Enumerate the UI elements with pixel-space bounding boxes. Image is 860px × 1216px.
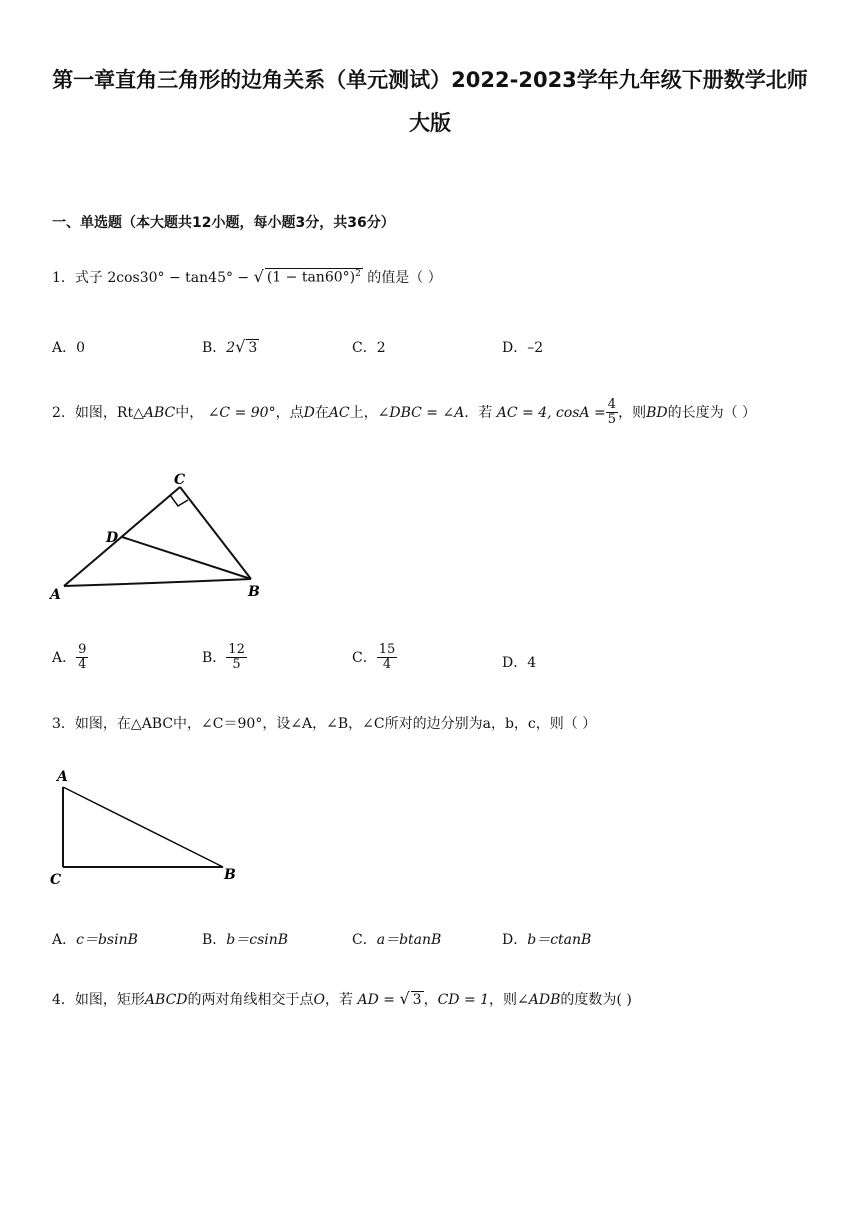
question-3: 3．如图，在△ABC中，∠C＝90°，设∠A，∠B，∠C所对的边分别为a，b，c，则（ ） — [52, 716, 597, 732]
q1-suffix: 的值是（ ） — [367, 270, 442, 286]
q3-option-a[interactable]: A．c＝bsinB — [52, 932, 138, 948]
q1-option-d[interactable]: D．–2 — [502, 340, 544, 356]
sqrt-icon: √ — [235, 337, 246, 356]
q3-label-a: A — [57, 769, 68, 785]
q2-option-a[interactable]: A． $\frac{9}{4}$ — [52, 642, 87, 673]
q1-prefix: 式子 — [74, 270, 103, 286]
q1-option-c[interactable]: C．2 — [352, 340, 386, 356]
question-2: 2．如图，Rt△ABC中， ∠C = 90°，点D在AC上，∠DBC = ∠A．若 AC = 4, cosA = $\frac{4}{5}$ ，则BD的长度为（ ） — [52, 397, 757, 428]
q3-label-b: B — [224, 867, 236, 883]
q2-fraction: $\frac{4}{5}$ — [607, 397, 617, 428]
sqrt-icon: √ — [253, 267, 264, 286]
question-1 — [52, 267, 442, 287]
q1-expression: 2cos30° − tan45° − — [107, 270, 254, 286]
q2-label-b: B — [248, 584, 260, 600]
q2-triangle-figure — [40, 465, 280, 605]
q2-option-d[interactable]: D．4 — [502, 655, 537, 671]
q1-radicand: $(1 - \tan 60^\circ)^2$ — [266, 269, 361, 286]
q3-option-c[interactable]: C．a＝btanB — [352, 932, 442, 948]
document-title-line1: 第一章直角三角形的边角关系（单元测试）2022-2023学年九年级下册数学北师 — [52, 68, 808, 92]
q2-label-a: A — [50, 587, 61, 603]
q3-label-c: C — [50, 872, 62, 888]
document-title-line2: 大版 — [409, 111, 451, 135]
q2-option-c[interactable]: C． $\frac{15}{4}$ — [352, 642, 396, 673]
q2-label-d: D — [106, 530, 119, 546]
q1-number: 1． — [52, 270, 75, 286]
q2-label-c: C — [174, 472, 186, 488]
q3-option-d[interactable]: D．b＝ctanB — [502, 932, 592, 948]
q2-option-b[interactable]: B． $\frac{12}{5}$ — [202, 642, 245, 673]
sqrt-icon: √ — [399, 989, 410, 1008]
q1-option-b[interactable]: B．2√ 3 — [202, 337, 258, 356]
question-4: 4．如图，矩形ABCD的两对角线相交于点O，若 AD = √ 3 ，CD = 1，则∠ADB的度数为( ) — [52, 989, 632, 1008]
q3-triangle-figure — [40, 765, 250, 890]
q3-option-b[interactable]: B．b＝csinB — [202, 932, 289, 948]
section-heading: 一、单选题（本大题共12小题，每小题3分，共36分） — [52, 215, 395, 231]
q1-option-a[interactable]: A．0 — [52, 340, 86, 356]
